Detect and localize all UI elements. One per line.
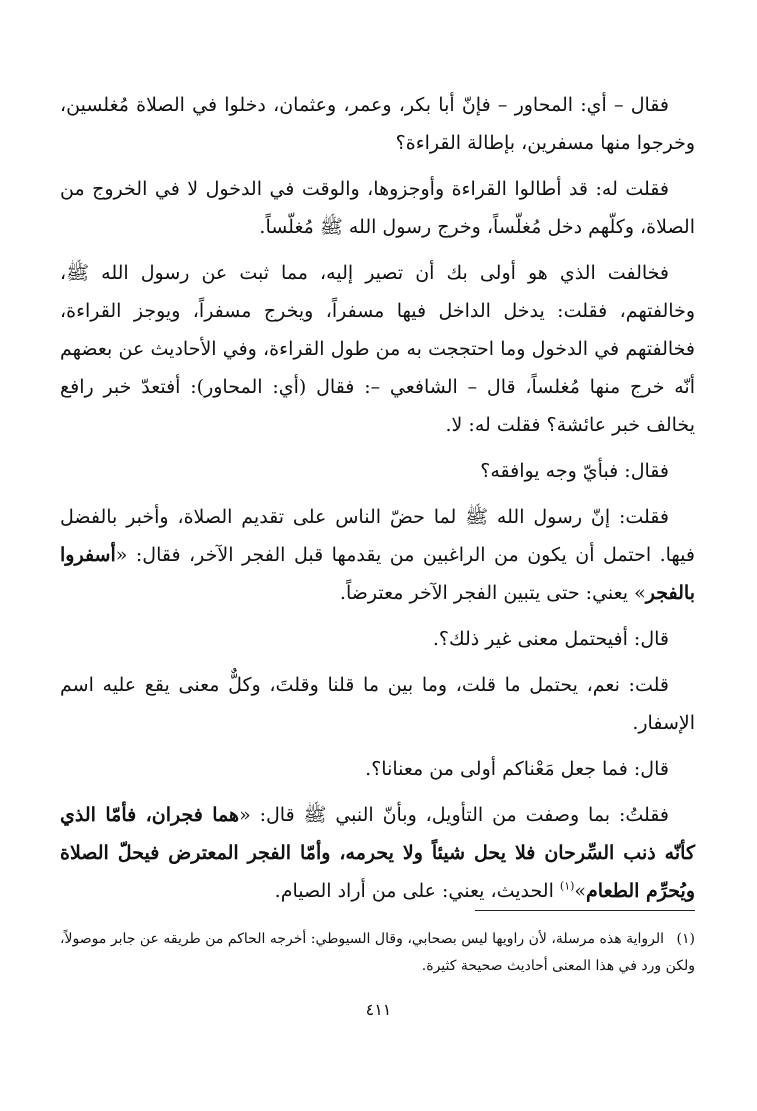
- paragraph: [60, 620, 695, 658]
- paragraph-text: » يعني: حتى يتبين الفجر الآخر معترضاً.: [339, 582, 646, 604]
- paragraph-text: »: [574, 880, 587, 902]
- body-text: [60, 86, 695, 910]
- paragraph-text: الحديث، يعني: على من أراد الصيام.: [274, 880, 560, 902]
- paragraph-text: فقلتُ: بما وصفت من التأويل، وبأنّ النبي ﷺ قال: «: [239, 804, 670, 826]
- footnote-marker: (١): [676, 931, 695, 947]
- paragraph: [60, 796, 695, 910]
- paragraph: [60, 750, 695, 788]
- paragraph-text: فخالفت الذي هو أولى بك أن تصير إليه، مما ثبت عن رسول الله ﷺ، وخالفتهم، فقلت: يدخل الداخل فيها مسفراً، ويخرج مسفراً، ويوجز القراءة، فخالفتهم في الدخول وما احتججت به من طول القراءة، وفي الأحاديث عن بعضهم أنّه خرج منها مُغلساً، قال – الشافعي –: فقال (أي: المحاور): أفتعدّ خبر رافع يخالف خبر عائشة؟ فقلت له: لا.: [60, 262, 695, 436]
- paragraph: [60, 666, 695, 742]
- footnote: [60, 926, 695, 980]
- hadith-quote: هما فجران، فأمّا الذي كأنّه ذنب السِّرحان فلا يحل شيئاً ولا يحرمه، وأمّا الفجر المعترض فيحلّ الصلاة ويُحرِّم الطعام: [60, 804, 695, 902]
- paragraph-text: قال: فما جعل مَعْناكم أولى من معنانا؟.: [365, 758, 669, 780]
- paragraph-text: قلت: نعم، يحتمل ما قلت، وما بين ما قلنا وقلتَ، وكلٌّ معنى يقع عليه اسم الإسفار.: [60, 674, 695, 734]
- footnote-separator: [475, 910, 695, 911]
- paragraph: [60, 254, 695, 444]
- paragraph-text: فقلت: إنّ رسول الله ﷺ لما حضّ الناس على تقديم الصلاة، وأخبر بالفضل فيها. احتمل أن يكون من الراغبين من يقدمها قبل الفجر الآخر، فقال: «: [60, 506, 695, 566]
- footnote-reference: (١): [559, 879, 575, 893]
- paragraph-text: فقلت له: قد أطالوا القراءة وأوجزوها، والوقت في الدخول لا في الخروج من الصلاة، وكلّهم دخل مُغلّساً، وخرج رسول الله ﷺ مُغلّساً.: [60, 178, 695, 238]
- footnote-text: الرواية هذه مرسلة، لأن راويها ليس بصحابي، وقال السيوطي: أخرجه الحاكم من طريقه عن جابر موصولاً، ولكن ورد في هذا المعنى أحاديث صحيحة كثيرة.: [60, 931, 695, 974]
- paragraph: [60, 170, 695, 246]
- hadith-quote: أسفروا بالفجر: [60, 544, 695, 604]
- page-number: ٤١١: [365, 1000, 392, 1019]
- paragraph-text: فقال – أي: المحاور – فإنّ أبا بكر، وعمر، وعثمان، دخلوا في الصلاة مُغلسين، وخرجوا منها مسفرين، بإطالة القراءة؟: [60, 94, 695, 154]
- paragraph: [60, 452, 695, 490]
- paragraph-text: فقال: فبأيّ وجه يوافقه؟: [480, 460, 669, 482]
- paragraph: [60, 498, 695, 612]
- paragraph: [60, 86, 695, 162]
- paragraph-text: قال: أفيحتمل معنى غير ذلك؟.: [432, 628, 669, 650]
